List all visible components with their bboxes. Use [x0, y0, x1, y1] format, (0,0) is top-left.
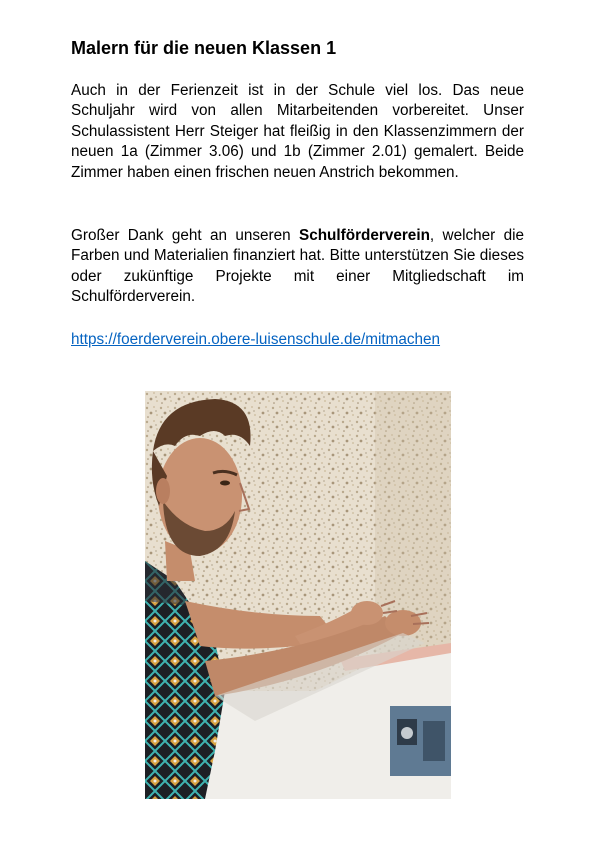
paragraph-intro: Auch in der Ferienzeit ist in der Schule viel los. Das neue Schuljahr wird von allen Mitarbeitenden vorbereitet. Unser Schulassistent Herr Steiger hat fleißig in den Klassenzimmern der neuen 1a (Zimmer 3.06) und 1b (Zimmer 2.01) gemalert. Beide Zimmer haben einen frischen neuen Anstrich bekommen. — [71, 82, 524, 181]
association-name: Schulförderverein — [299, 227, 430, 244]
membership-link[interactable]: https://foerderverein.obere-luisenschule.de/mitmachen — [71, 331, 441, 348]
paragraph-thanks — [71, 226, 524, 308]
thanks-text-start: Großer Dank geht an unseren — [71, 227, 299, 244]
thanks-text-end: , welcher die Farben und Materialien finanziert hat. Bitte unterstützen Sie dieses oder zukünftige Projekte mit einer Mitgliedschaft im Schulförderverein. — [71, 227, 525, 306]
man-painting-wall-photo — [145, 391, 451, 799]
document-title: Malern für die neuen Klassen 1 — [71, 38, 337, 58]
